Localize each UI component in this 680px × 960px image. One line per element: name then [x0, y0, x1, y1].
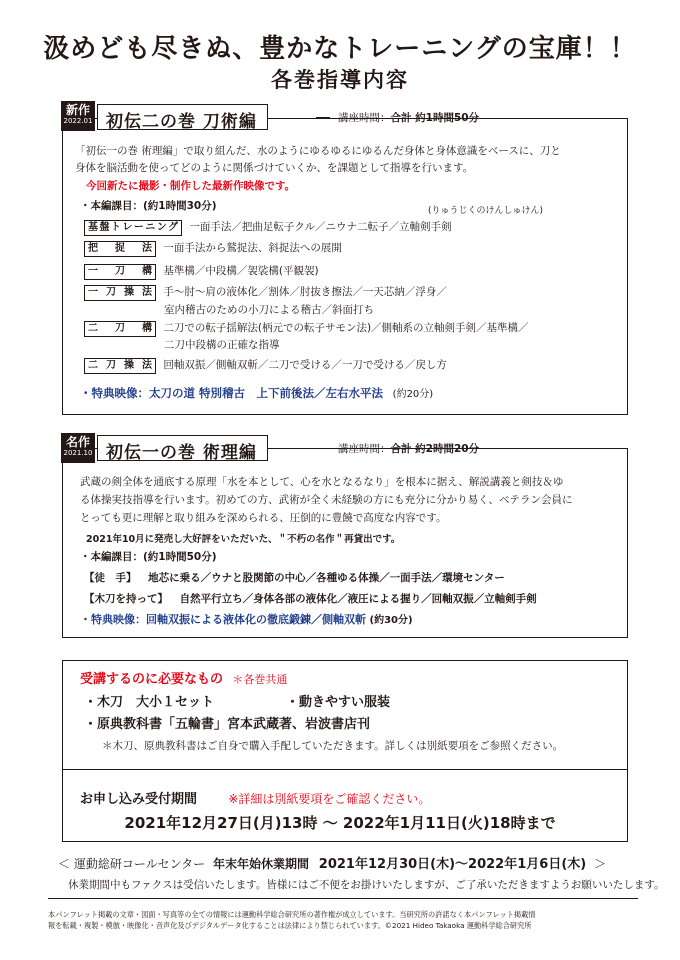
- requirement-item: ・木刀 大小１セット: [84, 695, 215, 710]
- curriculum-row-continuation: 室内稽古のための小刀による稽古／斜面打ち: [164, 304, 374, 316]
- application-heading: お申し込み受付期間 ※詳細は別紙要項をご確認ください。: [80, 792, 431, 807]
- curriculum-row: 【木刀を持って】 自然平行立ち／身体各部の液体化／液圧による握り／回軸双振／立軸剣手剣: [84, 593, 537, 605]
- divider: [316, 448, 330, 449]
- volume2-description: 「初伝一の巻 術理編」で取り組んだ、水のようにゆるゆるにゆるんだ身体と身体意識をベースに、刀と 身体を脳活動を使ってどのように関係づけていくか、を課題として指導を行います。: [75, 145, 561, 174]
- curriculum-row: 把 捉 法 一面手法から鷲捉法、斜捉法への展開: [84, 240, 342, 257]
- curriculum-row: 二刀操法 回軸双振／側軸双斬／二刀で受ける／一刀で受ける／戻し方: [84, 357, 447, 374]
- requirement-item: ・原典教科書「五輪書」宮本武蔵著、岩波書店刊: [84, 717, 371, 732]
- requirements-heading: 受講するのに必要なもの ＊各巻共通: [80, 672, 288, 687]
- curriculum-row: 基盤トレーニング 一面手法／把曲足転子クル／ニウナ二転子／立軸剣手剣: [84, 219, 452, 236]
- headline: 汲めども尽きぬ、豊かなトレーニングの宝庫！！: [43, 34, 637, 64]
- curriculum-row: 二 刀 構 二刀での転子揺解法(柄元での転子サモン法)／側軸系の立軸剣手剣／基準構／: [84, 320, 529, 337]
- volume2-duration: 講座時間：合計 約1時間50分: [338, 112, 480, 124]
- volume2-bonus: ・特典映像：太刀の道 特別稽古 上下前後法／左右水平法 (約20分): [80, 386, 434, 400]
- ruby-annotation: (りゅうじくのけんしゅけん): [428, 206, 544, 216]
- requirements-footnote: ＊木刀、原典教科書はご自身で購入手配していただきます。詳しくは別紙要項をご参照ください。: [102, 740, 564, 752]
- curriculum-row: 一刀操法 手～肘～肩の液体化／割体／肘抜き擦法／一天芯納／浮身／: [84, 284, 447, 301]
- volume2-new-note: 今回新たに撮影・制作した最新作映像です。: [86, 180, 296, 192]
- volume2-main-heading: ・本編課目：(約1時間30分): [80, 200, 217, 212]
- volume1-note: 2021年10月に発売し大好評をいただいた、＂不朽の名作＂再貸出です。: [86, 534, 401, 545]
- application-period: 2021年12月27日(月)13時 〜 2022年1月11日(火)18時まで: [124, 814, 556, 832]
- curriculum-row: 【徒 手】 地芯に乗る／ウナと股関節の中心／各種ゆる体操／一面手法／環境センター: [84, 572, 505, 584]
- copyright-notice: 本パンフレット掲載の文章・図面・写真等の全ての情報には運動科学総合研究所の著作権が成立しています。当研究所の許諾なく本パンフレット掲載情 報を転載・複製・模倣・映像化・音声化及びデジタルデータ化することは法律により禁じられています。©2021 Hideo Takaoka 運動科学総合研究所: [48, 910, 536, 930]
- volume1-title: 初伝一の巻 術理編: [97, 435, 268, 461]
- fax-note: 休業期間中もファクスは受信いたします。皆様にはご不便をお掛けいたしますが、ご了承いただきますようお願いいたします。: [68, 879, 665, 891]
- volume2-title: 初伝二の巻 刀術編: [97, 104, 268, 130]
- volume1-main-heading: ・本編課目：(約1時間50分): [80, 551, 217, 563]
- volume1-bonus: ・特典映像：回軸双振による液体化の徹底鍛錬／側軸双斬 (約30分): [80, 613, 413, 626]
- volume2-badge: 新作 2022.01: [61, 101, 95, 131]
- curriculum-row: 一 刀 構 基準構／中段構／袈裟構(平観袈): [84, 263, 319, 280]
- holiday-notice: ＜ 運動総研コールセンター 年末年始休業期間 2021年12月30日(木)〜2022年1月6日(木) ＞: [58, 857, 607, 872]
- subheading: 各巻指導内容: [271, 68, 409, 92]
- requirement-item: ・動きやすい服装: [286, 695, 391, 710]
- divider: [48, 898, 638, 899]
- volume1-badge: 名作 2021.10: [61, 433, 95, 463]
- divider: [316, 117, 330, 118]
- volume1-description: 武蔵の剣全体を通底する原理「水を本として、心を水となるなり」を根本に据え、解説講義と剣技＆ゆ る体操実技指導を行います。初めての方、武術が全く未経験の方にも充分に分かり易く、ベテラン会員に とっても更に理解と取り組みを深められる、圧倒的に豊饒で高度な内容です。: [80, 476, 573, 524]
- volume1-duration: 講座時間：合計 約2時間20分: [338, 443, 480, 455]
- curriculum-row-continuation: 二刀中段構の正確な指導: [164, 339, 280, 351]
